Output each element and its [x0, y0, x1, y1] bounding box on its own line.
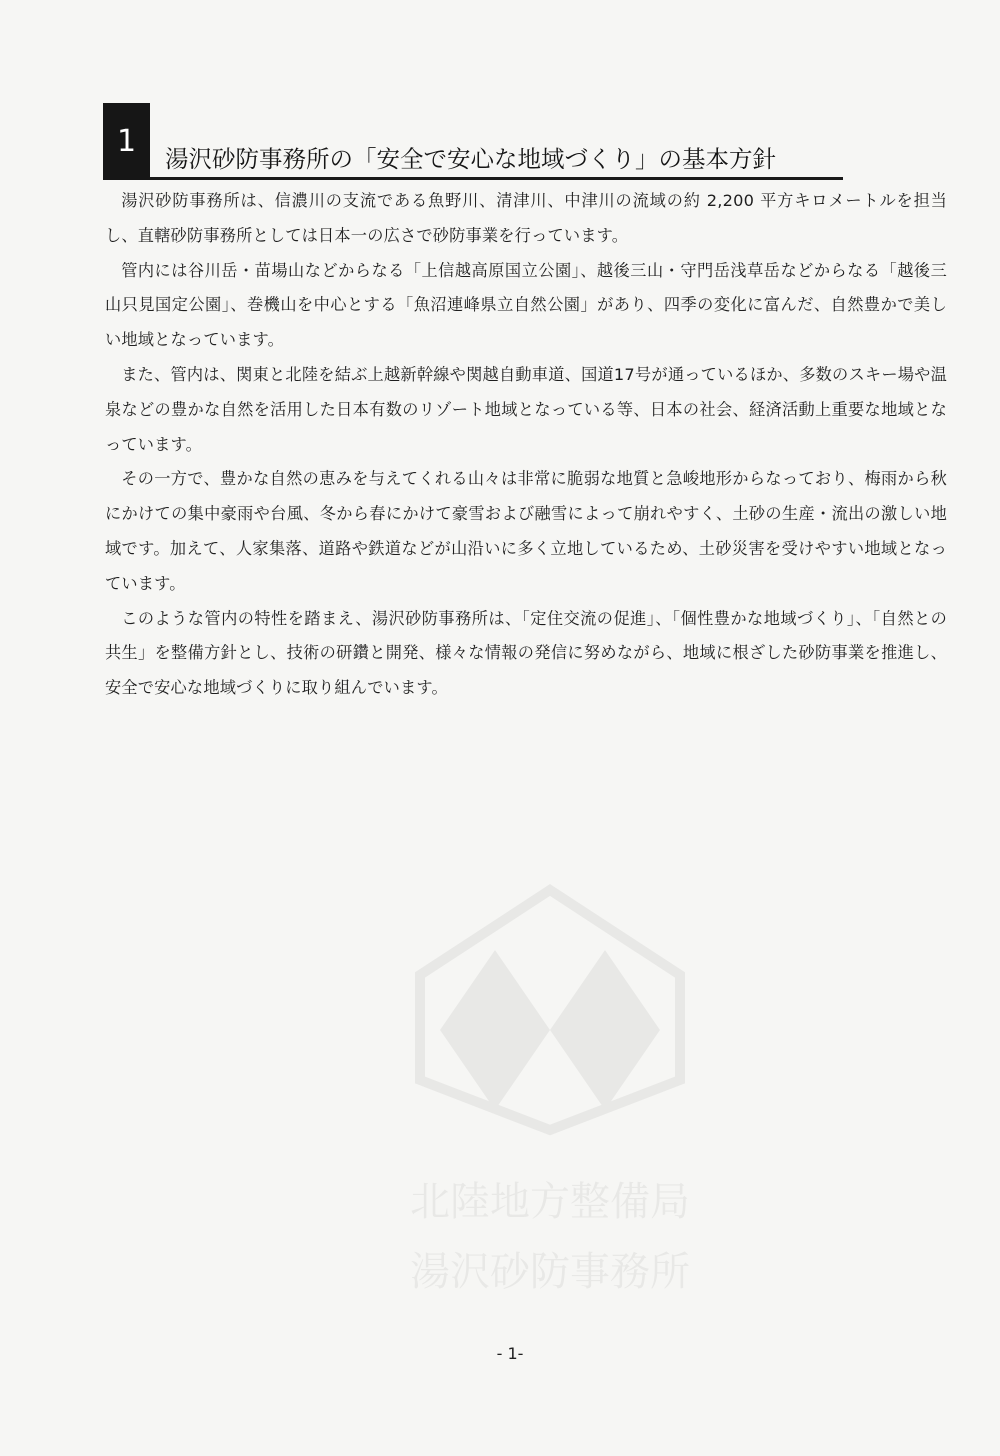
page-number: - 1-: [496, 1344, 524, 1363]
paragraph: 管内には谷川岳・苗場山などからなる「上信越高原国立公園」、越後三山・守門岳浅草岳などからなる「越後三山只見国定公園」、巻機山を中心とする「魚沼連峰県立自然公園」があり、四季の変化に富んだ、自然豊かで美しい地域となっています。: [105, 260, 947, 350]
watermark-text: 湯沢砂防事務所: [410, 1249, 690, 1295]
watermark-text: 北陸地方整備局: [410, 1179, 690, 1225]
paragraph: このような管内の特性を踏まえ、湯沢砂防事務所は、「定住交流の促進」、「個性豊かな地域づくり」、「自然との共生」を整備方針とし、技術の研鑽と開発、様々な情報の発信に努めながら、地域に根ざした砂防事業を推進し、安全で安心な地域づくりに取り組んでいます。: [105, 608, 947, 698]
body-text: [105, 184, 947, 706]
title-underline: [150, 177, 843, 180]
section-heading: [103, 103, 843, 180]
watermark-emblem-icon: [400, 880, 700, 1140]
paragraph: また、管内は、関東と北陸を結ぶ上越新幹線や関越自動車道、国道17号が通っているほか、多数のスキー場や温泉などの豊かな自然を活用した日本有数のリゾート地域となっている等、日本の社会、経済活動上重要な地域となっています。: [105, 364, 947, 454]
section-number: 1: [103, 103, 150, 180]
section-title: 湯沢砂防事務所の「安全で安心な地域づくり」の基本方針: [165, 145, 776, 173]
paragraph: その一方で、豊かな自然の恵みを与えてくれる山々は非常に脆弱な地質と急峻地形からなっており、梅雨から秋にかけての集中豪雨や台風、冬から春にかけて豪雪および融雪によって崩れやすく、土砂の生産・流出の激しい地域です。加えて、人家集落、道路や鉄道などが山沿いに多く立地しているため、土砂災害を受けやすい地域となっています。: [105, 469, 947, 593]
paragraph: 湯沢砂防事務所は、信濃川の支流である魚野川、清津川、中津川の流域の約 2,200 平方キロメートルを担当し、直轄砂防事務所としては日本一の広さで砂防事業を行っています。: [105, 191, 947, 245]
watermark-logo: [400, 880, 700, 1300]
